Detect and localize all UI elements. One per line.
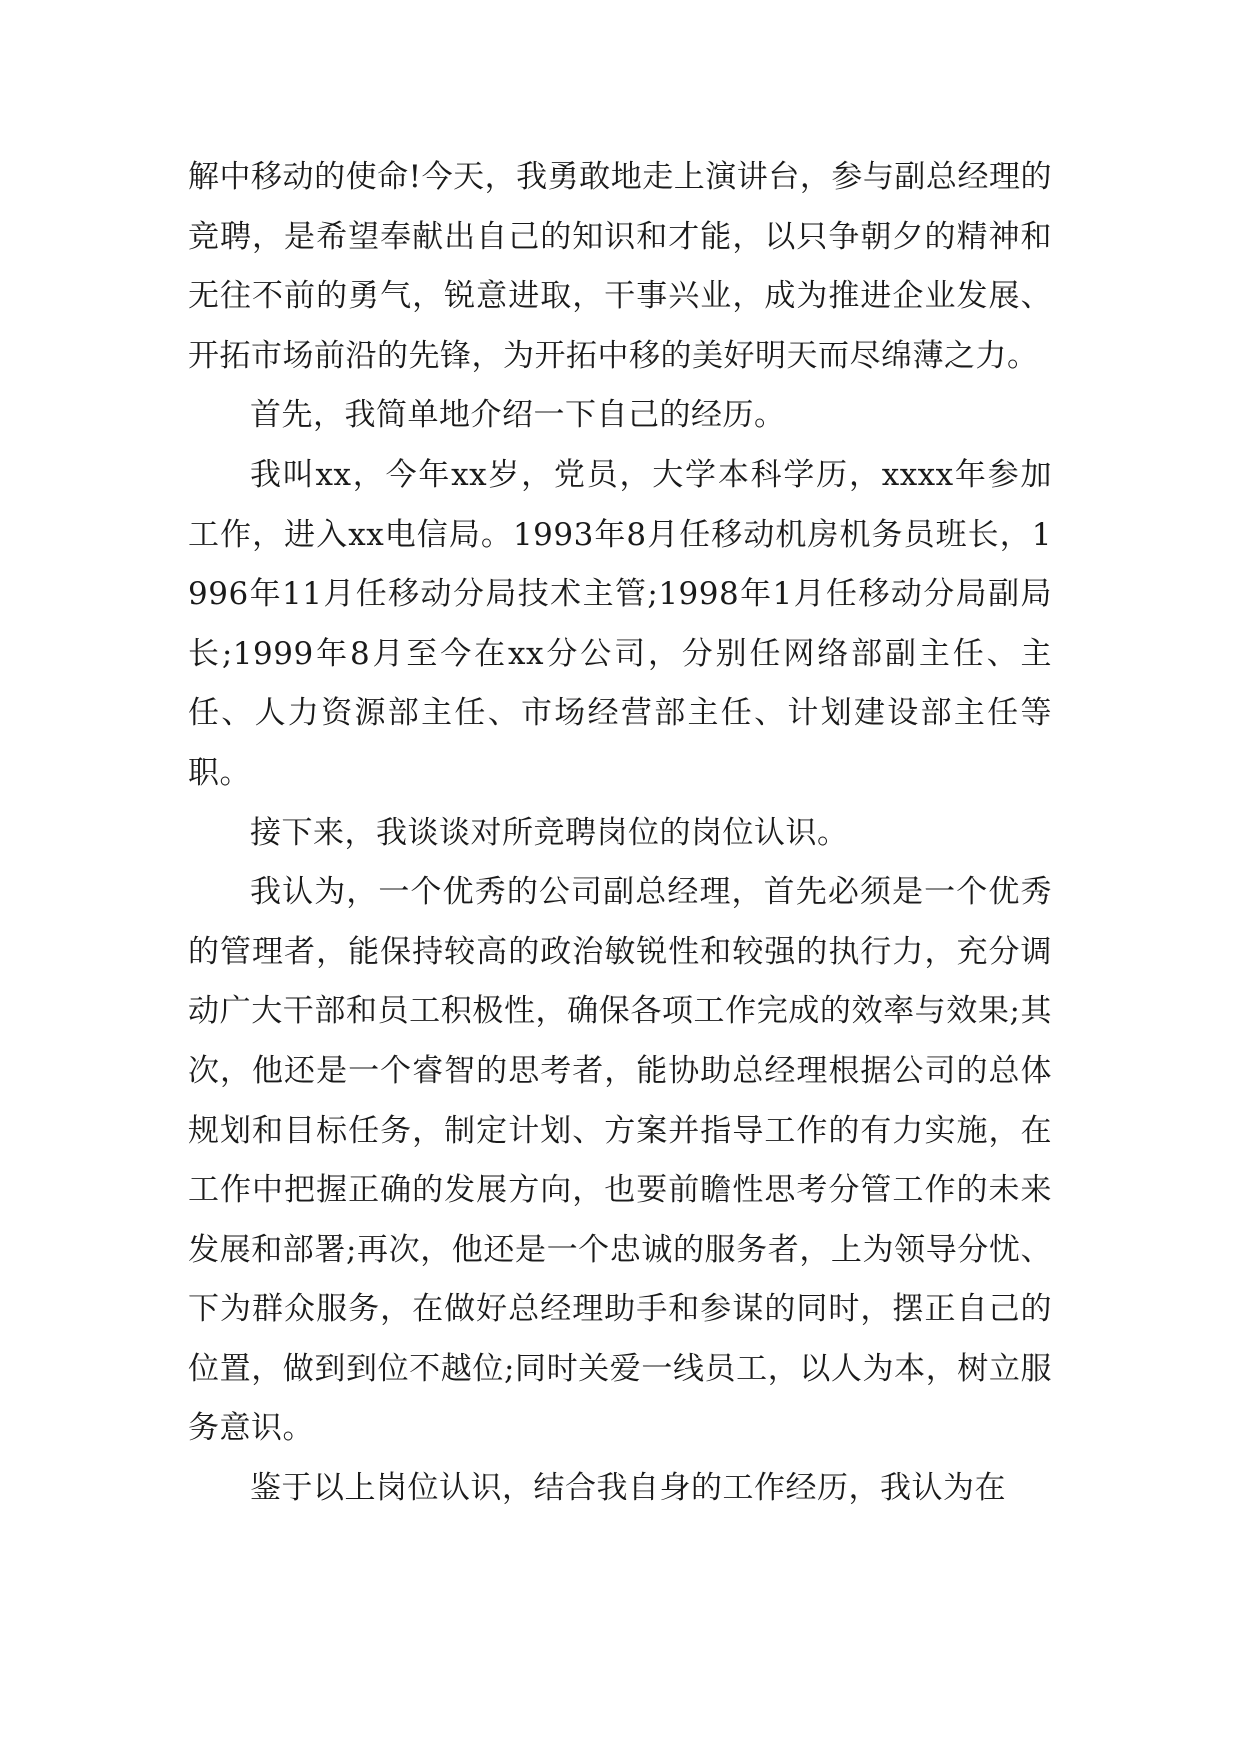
paragraph-intro: 首先，我简单地介绍一下自己的经历。 xyxy=(250,397,786,434)
document-body xyxy=(188,148,1052,1519)
paragraph-position-understanding: 我认为，一个优秀的公司副总经理，首先必须是一个优秀的管理者，能保持较高的政治敏锐性和较强的执行力，充分调动广大干部和员工积极性，确保各项工作完成的效率与效果;其次，他还是一个睿智的思考者，能协助总经理根据公司的总体规划和目标任务，制定计划、方案并指导工作的有力实施，在工作中把握正确的发展方向，也要前瞻性思考分管工作的未来发展和部署;再次，他还是一个忠诚的服务者，上为领导分忧、下为群众服务，在做好总经理助手和参谋的同时，摆正自己的位置，做到到位不越位;同时关爱一线员工，以人为本，树立服务意识。 xyxy=(188,874,1052,1447)
paragraph-conclusion-start: 鉴于以上岗位认识，结合我自身的工作经历，我认为在 xyxy=(250,1470,1006,1507)
paragraph-resume: 我叫xx，今年xx岁，党员，大学本科学历，xxxx年参加工作，进入xx电信局。1993年8月任移动机房机务员班长，1996年11月任移动分局技术主管;1998年1月任移动分局副局长;1999年8月至今在xx分公司，分别任网络部副主任、主任、人力资源部主任、市场经营部主任、计划建设部主任等职。 xyxy=(188,456,1052,791)
paragraph-mission: 解中移动的使命!今天，我勇敢地走上演讲台，参与副总经理的竞聘，是希望奉献出自己的知识和才能，以只争朝夕的精神和无往不前的勇气，锐意进取，干事兴业，成为推进企业发展、开拓市场前沿的先锋，为开拓中移的美好明天而尽绵薄之力。 xyxy=(188,159,1052,374)
paragraph-position-intro: 接下来，我谈谈对所竞聘岗位的岗位认识。 xyxy=(250,814,849,851)
